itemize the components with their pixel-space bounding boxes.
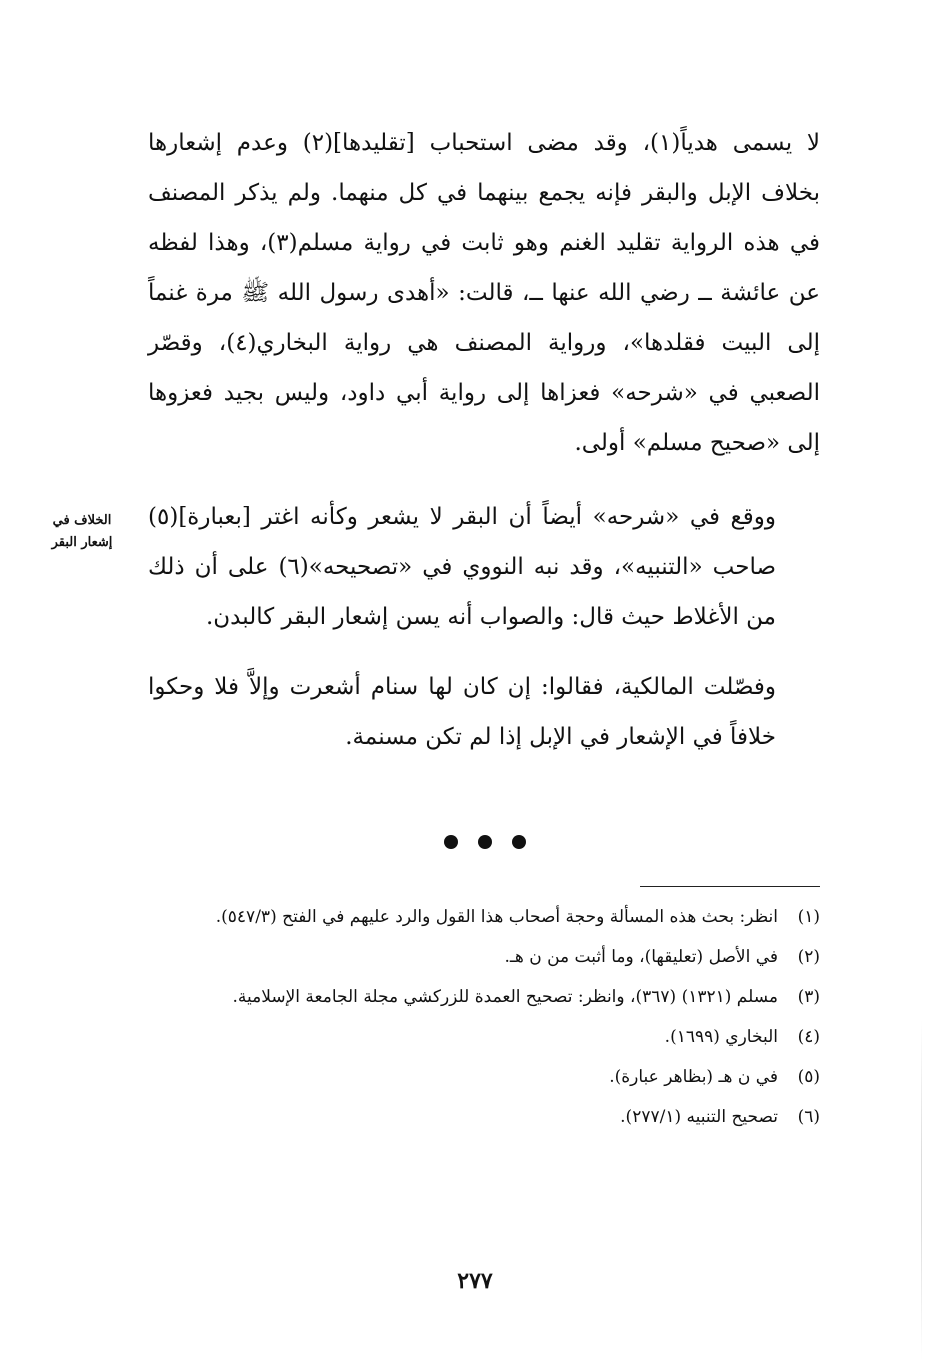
footnote-number: (٣) [797, 987, 820, 1007]
footnote-3 [148, 977, 820, 1017]
page-edge-shadow [921, 1020, 922, 1360]
footnote-2 [148, 937, 820, 977]
paragraph-2-text: ووقع في «شرحه» أيضاً أن البقر لا يشعر وكأنه اغتر [بعبارة](٥) صاحب «التنبيه»، وقد نبه النووي في «تصحيحه»(٦) على أن ذلك من الأغلاط حيث قال: والصواب أنه يسن إشعار البقر كالبدن. [148, 504, 776, 630]
footnote-number: (٤) [797, 1027, 820, 1047]
paragraph-3 [148, 662, 820, 762]
footnote-rule [640, 886, 820, 887]
footnote-number: (١) [797, 907, 820, 927]
footnote-text: مسلم (١٣٢١) (٣٦٧)، وانظر: تصحيح العمدة للزركشي مجلة الجامعة الإسلامية. [232, 987, 778, 1007]
footnote-text: في الأصل (تعليقها)، وما أثبت من ن هـ. [504, 947, 778, 967]
footnote-text: البخاري (١٦٩٩). [664, 1027, 778, 1047]
footnote-number: (٢) [797, 947, 820, 967]
margin-note: الخلاف في إشعار البقر [51, 513, 113, 550]
footnote-6 [148, 1097, 820, 1137]
paragraph-1 [148, 118, 820, 468]
paragraph-2 [148, 492, 820, 642]
footnote-4 [148, 1017, 820, 1057]
footnotes [148, 897, 820, 1137]
footnote-text: في ن هـ (بظاهر عبارة). [609, 1067, 778, 1087]
paragraph-3-text: وفصّلت المالكية، فقالوا: إن كان لها سنام أشعرت وإلاَّ فلا وحكوا خلافاً في الإشعار في الإبل إذا لم تكن مسنمة. [148, 674, 776, 750]
paragraph-1-text: لا يسمى هدياً(١)، وقد مضى استحباب [تقليدها](٢) وعدم إشعارها بخلاف الإبل والبقر فإنه يجمع بينهما في كل منهما. ولم يذكر المصنف في هذه الرواية تقليد الغنم وهو ثابت في رواية مسلم(٣)، وهذا لفظه عن عائشة ــ رضي الله عنها ــ، قالت: «أهدى رسول الله ﷺ مرة غنماً إلى البيت فقلدها»، ورواية المصنف هي رواية البخاري(٤)، وقصّر الصعبي في «شرحه» فعزاها إلى رواية أبي داود، وليس بجيد فعزوها إلى «صحيح مسلم» أولى. [148, 130, 820, 456]
section-separator-dots [444, 835, 534, 855]
separator-dot [444, 835, 458, 849]
page-number: ٢٧٧ [457, 1268, 493, 1294]
footnote-number: (٥) [797, 1067, 820, 1087]
footnote-text: تصحيح التنبيه (٢٧٧/١). [620, 1107, 778, 1127]
separator-dot [478, 835, 492, 849]
footnote-number: (٦) [797, 1107, 820, 1127]
footnote-5 [148, 1057, 820, 1097]
footnote-text: انظر: بحث هذه المسألة وحجة أصحاب هذا القول والرد عليهم في الفتح (٥٤٧/٣). [215, 907, 778, 927]
footnote-1 [148, 897, 820, 937]
separator-dot [512, 835, 526, 849]
